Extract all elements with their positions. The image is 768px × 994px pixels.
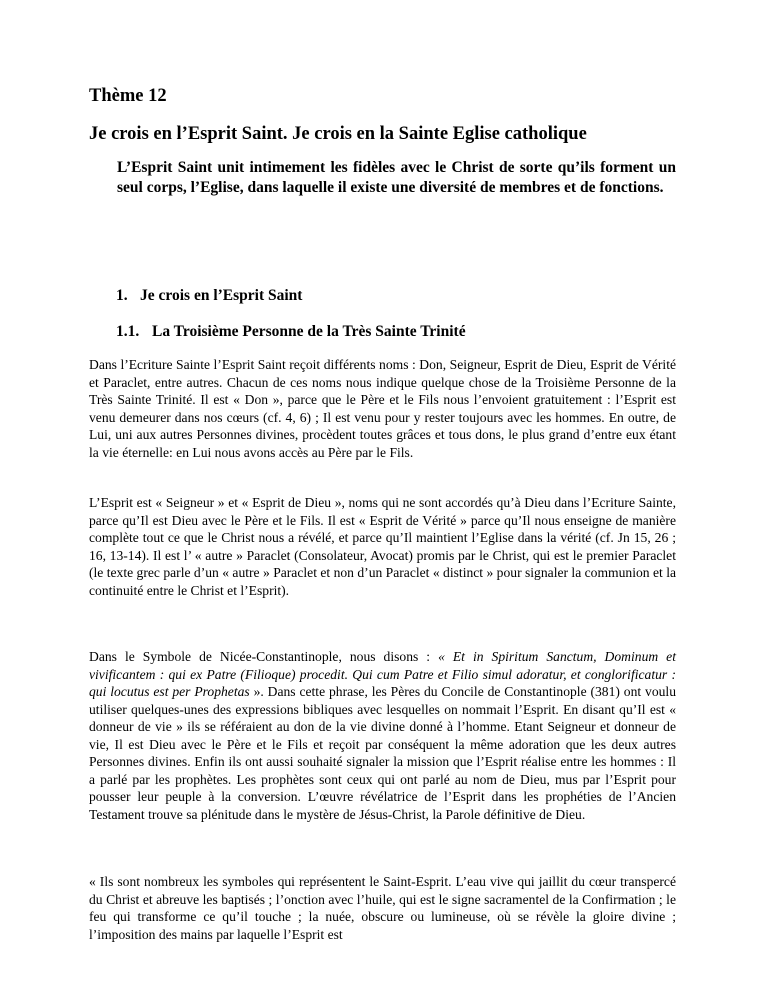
latin-creed-quote: « Et in Spiritum Sanctum, Dominum et vivificantem : qui ex Patre (Filioque) procedit. Qui cum Patre et Filio simul adoratur, et conglorificatur : qui locutus est per Prophetas	[89, 649, 676, 699]
subsection-number: 1.1.	[116, 323, 140, 340]
main-title: Je crois en l’Esprit Saint. Je crois en la Sainte Eglise catholique	[89, 124, 587, 144]
subsection-title: La Troisième Personne de la Très Sainte Trinité	[152, 323, 466, 340]
section-number: 1.	[116, 287, 128, 304]
section-title: Je crois en l’Esprit Saint	[140, 287, 303, 304]
body-paragraph-4: « Ils sont nombreux les symboles qui représentent le Saint-Esprit. L’eau vive qui jaillit du cœur transpercé du Christ et abreuve les baptisés ; l’onction avec l’huile, qui est le signe sacramentel de la Confirmation ; le feu qui transforme ce qu’il touche ; la nuée, obscure ou lumineuse, où se révèle la gloire divine ; l’imposition des mains par laquelle l’Esprit est	[89, 874, 676, 942]
section-heading-1-1	[116, 323, 466, 341]
paragraph-text: ». Dans cette phrase, les Pères du Concile de Constantinople (381) ont voulu utiliser quelques-unes des expressions bibliques avec lesquelles on nommait l’Esprit. En disant qu’Il est « donneur de vie » ils se référaient au don de la vie divine donné à l’homme. Etant Seigneur et donneur de vie, Il est Dieu avec le Père et le Fils et reçoit par conséquent la même adoration que les deux autres Personnes divines. Enfin ils ont aussi souhaité signaler la mission que l’Esprit réalise entre les hommes : Il a parlé par les prophètes. Les prophètes sont ceux qui ont parlé au nom de Dieu, mus par l’Esprit pour pousser leur peuple à la conversion. L’œuvre révélatrice de l’Esprit dans les prophéties de l’Ancien Testament trouve sa plénitude dans le mystère de Jésus-Christ, la Parole définitive de Dieu.	[89, 684, 676, 822]
body-paragraph-1: Dans l’Ecriture Sainte l’Esprit Saint reçoit différents noms : Don, Seigneur, Esprit de Dieu, Esprit de Vérité et Paraclet, entre autres. Chacun de ces noms nous indique quelque chose de la Troisième Personne de la Très Sainte Trinité. Il est « Don », parce que le Père et le Fils nous l’envoient gratuitement : l’Esprit est venu demeurer dans nos cœurs (cf. 4, 6) ; Il est venu pour y rester toujours avec les hommes. En outre, de Lui, uni aux autres Personnes divines, procèdent toutes grâces et tous dons, le plus grand d’entre eux étant la vie éternelle: en Lui nous avons accès au Père par le Fils.	[89, 357, 676, 460]
theme-title: Thème 12	[89, 86, 167, 106]
body-paragraph-3	[89, 648, 676, 823]
body-paragraph-2: L’Esprit est « Seigneur » et « Esprit de Dieu », noms qui ne sont accordés qu’à Dieu dans l’Ecriture Sainte, parce qu’Il est Dieu avec le Père et le Fils. Il est « Esprit de Vérité » parce qu’Il nous enseigne de manière complète tout ce que le Christ nous a révélé, et parce qu’Il maintient l’Eglise dans la vérité (cf. Jn 15, 26 ; 16, 13-14). Il est l’ « autre » Paraclet (Consolateur, Avocat) promis par le Christ, qui est le premier Paraclet (le texte grec parle d’un « autre » Paraclet et non d’un Paraclet « distinct » pour signaler la communion et la continuité entre le Christ et l’Esprit).	[89, 495, 676, 598]
section-heading-1	[116, 287, 302, 305]
paragraph-text: Dans le Symbole de Nicée-Constantinople, nous disons :	[89, 649, 439, 664]
intro-paragraph: L’Esprit Saint unit intimement les fidèles avec le Christ de sorte qu’ils forment un seul corps, l’Eglise, dans laquelle il existe une diversité de membres et de fonctions.	[117, 159, 676, 196]
